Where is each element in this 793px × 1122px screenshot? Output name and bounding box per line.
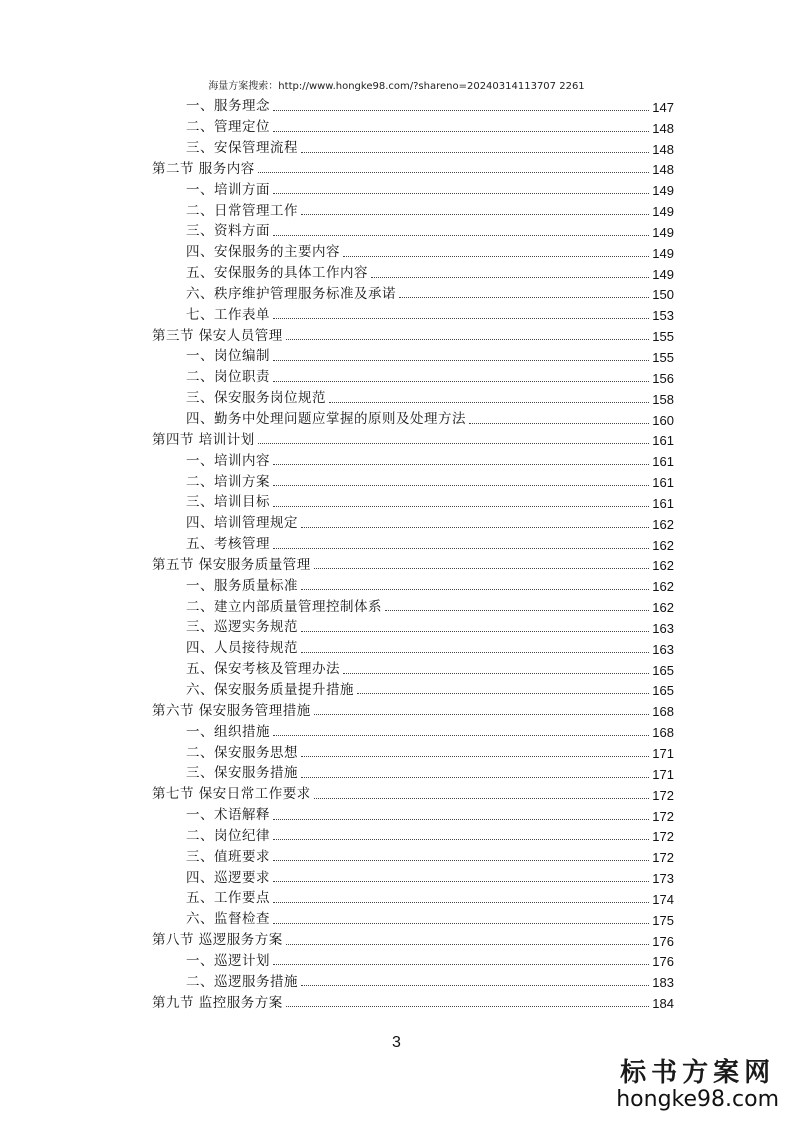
toc-entry-page: 149: [652, 245, 674, 261]
toc-entry[interactable]: [152, 512, 674, 533]
toc-entry-page: 156: [652, 370, 674, 386]
toc-entry-label: 第五节 保安服务质量管理: [152, 556, 311, 573]
toc-entry-page: 148: [652, 120, 674, 136]
toc-entry[interactable]: [152, 804, 674, 825]
toc-entry[interactable]: [152, 178, 674, 199]
toc-entry-page: 162: [652, 600, 674, 616]
toc-entry[interactable]: [152, 825, 674, 846]
toc-dot-leader: [258, 171, 650, 173]
toc-dot-leader: [301, 651, 649, 653]
toc-dot-leader: [273, 880, 649, 882]
toc-entry-page: 155: [652, 329, 674, 345]
watermark-logo: [616, 1059, 779, 1112]
toc-entry-page: 176: [652, 933, 674, 949]
toc-dot-leader: [301, 526, 649, 528]
toc-entry-page: 176: [652, 954, 674, 970]
toc-dot-leader: [273, 359, 649, 361]
toc-entry-page: 161: [652, 433, 674, 449]
toc-entry[interactable]: [152, 283, 674, 304]
toc-entry[interactable]: [152, 720, 674, 741]
toc-dot-leader: [301, 213, 649, 215]
toc-dot-leader: [301, 151, 649, 153]
toc-entry[interactable]: [152, 303, 674, 324]
toc-entry-page: 162: [652, 537, 674, 553]
toc-dot-leader: [301, 755, 649, 757]
toc-entry-page: 148: [652, 162, 674, 178]
page-number: 3: [392, 1034, 401, 1051]
toc-entry[interactable]: [152, 324, 674, 345]
toc-entry-label: 一、组织措施: [186, 723, 270, 740]
toc-dot-leader: [314, 713, 650, 715]
toc-entry-label: 三、资料方面: [186, 223, 270, 240]
toc-entry-page: 171: [652, 766, 674, 782]
toc-entry-page: 175: [652, 912, 674, 928]
toc-entry-page: 161: [652, 495, 674, 511]
toc-entry[interactable]: [152, 741, 674, 762]
toc-entry-label: 一、服务理念: [186, 98, 270, 115]
toc-dot-leader: [399, 296, 649, 298]
toc-entry[interactable]: [152, 199, 674, 220]
toc-entry-page: 172: [652, 808, 674, 824]
toc-entry-label: 第七节 保安日常工作要求: [152, 786, 311, 803]
toc-dot-leader: [273, 130, 649, 132]
toc-dot-leader: [273, 547, 649, 549]
toc-entry[interactable]: [152, 658, 674, 679]
toc-dot-leader: [286, 943, 650, 945]
toc-dot-leader: [273, 818, 649, 820]
toc-entry-page: 148: [652, 141, 674, 157]
toc-entry-label: 二、培训方案: [186, 473, 270, 490]
toc-entry-label: 第八节 巡逻服务方案: [152, 932, 283, 949]
toc-entry-page: 149: [652, 266, 674, 282]
toc-entry[interactable]: [152, 408, 674, 429]
toc-dot-leader: [343, 255, 649, 257]
toc-entry[interactable]: [152, 595, 674, 616]
toc-entry-label: 六、秩序维护管理服务标准及承诺: [186, 285, 396, 302]
toc-entry-label: 二、建立内部质量管理控制体系: [186, 598, 382, 615]
toc-entry[interactable]: [152, 449, 674, 470]
toc-dot-leader: [329, 401, 649, 403]
toc-entry-page: 168: [652, 725, 674, 741]
toc-dot-leader: [273, 734, 649, 736]
toc-dot-leader: [273, 859, 649, 861]
watermark-en: hongke98.com: [616, 1086, 779, 1112]
toc-entry-label: 五、考核管理: [186, 536, 270, 553]
toc-entry[interactable]: [152, 220, 674, 241]
toc-dot-leader: [371, 276, 649, 278]
toc-entry[interactable]: [152, 345, 674, 366]
toc-entry[interactable]: [152, 616, 674, 637]
toc-entry-page: 165: [652, 662, 674, 678]
toc-dot-leader: [273, 463, 649, 465]
toc-entry-label: 五、保安考核及管理办法: [186, 661, 340, 678]
toc-dot-leader: [314, 797, 650, 799]
toc-entry-page: 163: [652, 641, 674, 657]
toc-entry-label: 四、人员接待规范: [186, 640, 298, 657]
toc-dot-leader: [273, 963, 649, 965]
toc-entry-label: 六、保安服务质量提升措施: [186, 681, 354, 698]
toc-entry-page: 161: [652, 475, 674, 491]
toc-entry[interactable]: [152, 241, 674, 262]
toc-entry[interactable]: [152, 866, 674, 887]
toc-entry-label: 四、巡逻要求: [186, 869, 270, 886]
toc-entry[interactable]: [152, 429, 674, 450]
toc-entry-label: 六、监督检查: [186, 911, 270, 928]
toc-dot-leader: [273, 484, 649, 486]
toc-entry[interactable]: [152, 387, 674, 408]
toc-entry-page: 160: [652, 412, 674, 428]
toc-dot-leader: [258, 442, 650, 444]
toc-entry-label: 第九节 监控服务方案: [152, 994, 283, 1011]
toc-entry[interactable]: [152, 970, 674, 991]
toc-dot-leader: [273, 192, 649, 194]
toc-entry-page: 168: [652, 704, 674, 720]
toc-entry-label: 一、巡逻计划: [186, 952, 270, 969]
toc-dot-leader: [301, 984, 649, 986]
toc-entry[interactable]: [152, 533, 674, 554]
toc-entry[interactable]: [152, 574, 674, 595]
toc-dot-leader: [286, 1005, 650, 1007]
toc-entry[interactable]: [152, 783, 674, 804]
toc-dot-leader: [286, 338, 650, 340]
toc-entry[interactable]: [152, 679, 674, 700]
toc-entry-label: 一、岗位编制: [186, 348, 270, 365]
toc-entry[interactable]: [152, 991, 674, 1012]
toc-entry-page: 172: [652, 850, 674, 866]
toc-dot-leader: [301, 630, 649, 632]
page-header: 海量方案搜索：http://www.hongke98.com/?shareno=20240314113707 2261: [208, 81, 585, 92]
toc-entry-page: 149: [652, 183, 674, 199]
toc-entry-label: 三、安保管理流程: [186, 140, 298, 157]
toc-entry[interactable]: [152, 637, 674, 658]
toc-entry-label: 二、管理定位: [186, 119, 270, 136]
toc-entry-label: 第六节 保安服务管理措施: [152, 702, 311, 719]
toc-entry-page: 149: [652, 224, 674, 240]
toc-entry-page: 173: [652, 871, 674, 887]
toc-entry-page: 155: [652, 349, 674, 365]
toc-dot-leader: [314, 567, 650, 569]
toc-entry-label: 二、岗位纪律: [186, 827, 270, 844]
table-of-contents: [152, 95, 674, 1012]
toc-entry-page: 165: [652, 683, 674, 699]
toc-dot-leader: [273, 317, 649, 319]
toc-entry-label: 第二节 服务内容: [152, 160, 255, 177]
toc-dot-leader: [273, 922, 649, 924]
toc-entry-label: 一、培训方面: [186, 181, 270, 198]
toc-entry[interactable]: [152, 116, 674, 137]
toc-entry-label: 一、培训内容: [186, 452, 270, 469]
toc-entry[interactable]: [152, 262, 674, 283]
toc-entry-label: 一、服务质量标准: [186, 577, 298, 594]
toc-entry-label: 四、勤务中处理问题应掌握的原则及处理方法: [186, 411, 466, 427]
toc-entry-page: 149: [652, 204, 674, 220]
toc-entry-page: 147: [652, 99, 674, 115]
toc-entry[interactable]: [152, 491, 674, 512]
toc-dot-leader: [357, 692, 649, 694]
toc-entry-page: 158: [652, 391, 674, 407]
toc-entry-page: 162: [652, 558, 674, 574]
toc-entry-page: 171: [652, 746, 674, 761]
toc-dot-leader: [301, 588, 649, 590]
toc-dot-leader: [301, 776, 649, 778]
toc-entry[interactable]: [152, 887, 674, 908]
toc-entry-page: 150: [652, 287, 674, 303]
toc-entry[interactable]: [152, 950, 674, 971]
toc-entry-label: 二、保安服务思想: [186, 744, 298, 761]
toc-entry-label: 五、安保服务的具体工作内容: [186, 265, 368, 282]
toc-entry[interactable]: [152, 158, 674, 179]
toc-entry-label: 三、保安服务岗位规范: [186, 390, 326, 407]
toc-dot-leader: [469, 422, 649, 424]
toc-entry-label: 第三节 保安人员管理: [152, 327, 283, 344]
toc-entry-page: 172: [652, 829, 674, 845]
toc-entry-label: 四、培训管理规定: [186, 515, 298, 532]
toc-entry-label: 第四节 培训计划: [152, 431, 255, 448]
toc-entry-label: 三、保安服务措施: [186, 765, 298, 782]
toc-entry-page: 161: [652, 454, 674, 470]
toc-entry-label: 七、工作表单: [186, 306, 270, 323]
toc-entry[interactable]: [152, 366, 674, 387]
toc-entry-label: 三、巡逻实务规范: [186, 619, 298, 636]
toc-dot-leader: [273, 901, 649, 903]
toc-entry-label: 二、岗位职责: [186, 369, 270, 386]
toc-entry[interactable]: [152, 699, 674, 720]
toc-entry[interactable]: [152, 929, 674, 950]
toc-entry-page: 162: [652, 579, 674, 595]
toc-dot-leader: [273, 380, 649, 382]
toc-entry[interactable]: [152, 554, 674, 575]
toc-entry-page: 183: [652, 975, 674, 991]
toc-dot-leader: [273, 505, 649, 507]
toc-entry-label: 三、培训目标: [186, 494, 270, 511]
toc-entry-page: 162: [652, 516, 674, 532]
toc-entry-page: 163: [652, 620, 674, 636]
toc-dot-leader: [343, 672, 649, 674]
toc-entry[interactable]: [152, 95, 674, 116]
toc-dot-leader: [273, 838, 649, 840]
toc-entry[interactable]: [152, 470, 674, 491]
toc-dot-leader: [273, 234, 649, 236]
toc-entry-label: 四、安保服务的主要内容: [186, 244, 340, 261]
watermark-cn: 标书方案网: [620, 1058, 776, 1089]
toc-entry[interactable]: [152, 137, 674, 158]
toc-entry[interactable]: [152, 845, 674, 866]
toc-entry-label: 二、日常管理工作: [186, 202, 298, 219]
toc-entry-page: 172: [652, 787, 674, 803]
toc-dot-leader: [273, 109, 649, 111]
toc-entry[interactable]: [152, 762, 674, 783]
toc-dot-leader: [385, 609, 649, 611]
toc-entry-page: 153: [652, 308, 674, 324]
toc-entry-label: 三、值班要求: [186, 848, 270, 865]
toc-entry-page: 174: [652, 891, 674, 907]
toc-entry[interactable]: [152, 908, 674, 929]
toc-entry-label: 五、工作要点: [186, 890, 270, 907]
toc-entry-label: 二、巡逻服务措施: [186, 973, 298, 990]
toc-entry-page: 184: [652, 996, 674, 1012]
toc-entry-label: 一、术语解释: [186, 807, 270, 824]
